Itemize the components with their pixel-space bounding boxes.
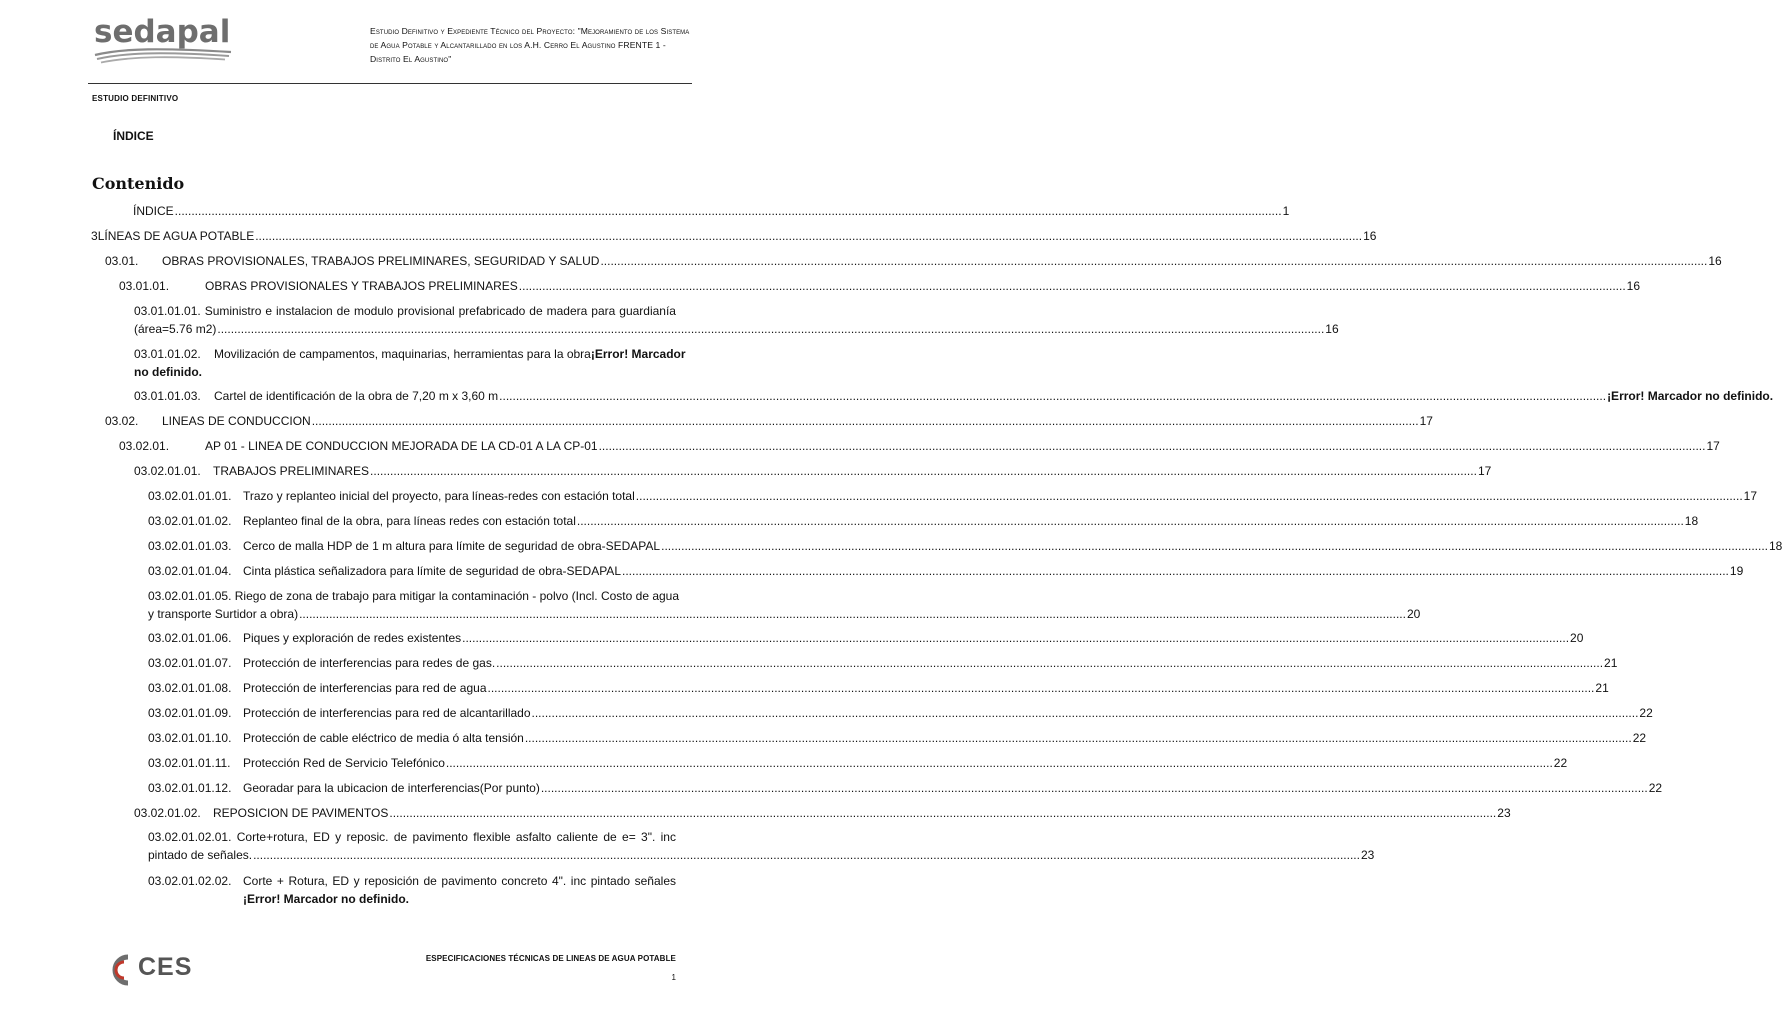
- toc-entry-title: REPOSICION DE PAVIMENTOS: [213, 806, 389, 820]
- toc-entry-title: ÍNDICE: [133, 204, 174, 218]
- toc-entry-number: 03.02.01.01.03.: [148, 539, 232, 553]
- toc-entry[interactable]: [148, 488, 1758, 506]
- header-project-title: Estudio Definitivo y Expediente Técnico del Proyecto: "Mejoramiento de los Sistema de Agua Potable y Alcantarillado en los A.H. Cerro El Agustino FRENTE 1 - Distrito El Agustino": [370, 26, 690, 64]
- toc-leader: [175, 203, 1282, 221]
- toc-entry-page: 22: [1632, 731, 1647, 745]
- toc-entry-title: TRABAJOS PRELIMINARES: [213, 464, 370, 478]
- toc-entry-title: Corte+rotura, ED y reposic. de pavimento flexible asfalto caliente de e= 3". inc: [236, 830, 676, 844]
- toc-entry-title: Trazo y replanteo inicial del proyecto, para líneas-redes con estación total: [243, 489, 635, 503]
- toc-entry[interactable]: [148, 730, 1647, 748]
- toc-leader: [446, 755, 1553, 773]
- toc-entry[interactable]: [119, 438, 1720, 456]
- toc-entry-error: ¡Error! Marcador: [590, 347, 686, 361]
- toc-leader: [488, 680, 1595, 698]
- toc-entry-title: Corte + Rotura, ED y reposición de pavimento concreto 4". inc pintado señales: [243, 874, 676, 888]
- toc-leader: [217, 321, 1324, 339]
- toc-leader: [462, 630, 1569, 648]
- toc-entry-title: Movilización de campamentos, maquinarias, herramientas para la obra: [214, 347, 591, 361]
- toc-entry-title: Protección de cable eléctrico de media ó alta tensión: [243, 731, 524, 745]
- toc-leader: [541, 780, 1648, 798]
- toc-entry-number: 03.02.01.01.05.: [148, 589, 232, 603]
- toc-entry-page: 1: [1282, 204, 1290, 218]
- toc-entry[interactable]: [148, 655, 1618, 673]
- toc-entry-number: 03.02.01.02.02.: [148, 874, 232, 888]
- toc-entry-title: Georadar para la ubicacion de interferencias(Por punto): [243, 781, 540, 795]
- toc-entry-title-continued: y transporte Surtidor a obra): [148, 606, 299, 621]
- page-number: 1: [671, 973, 676, 982]
- toc-leader: [599, 438, 1706, 456]
- toc-entry-number: 03.02.: [105, 414, 139, 428]
- toc-entry-page: 18: [1769, 539, 1782, 553]
- toc-entry-title: LÍNEAS DE AGUA POTABLE: [97, 229, 255, 243]
- toc-leader: [499, 388, 1606, 406]
- toc-leader: [661, 538, 1768, 556]
- toc-entry-number: 03.02.01.01.09.: [148, 706, 232, 720]
- ces-logo-text: CES: [138, 953, 193, 981]
- toc-entry-page: 19: [1729, 564, 1744, 578]
- toc-entry-page: 21: [1604, 656, 1618, 670]
- toc-entry-page: 16: [1708, 254, 1722, 268]
- toc-entry-number: 03.01.01.: [119, 279, 170, 293]
- toc-entry-page: 23: [1497, 806, 1511, 820]
- toc-leader: [577, 513, 1684, 531]
- toc-entry-page: 22: [1648, 781, 1663, 795]
- toc-entry-number: 03.02.01.01.08.: [148, 681, 232, 695]
- toc-entry[interactable]: [134, 303, 1339, 338]
- toc-entry-number: 03.02.01.01.: [134, 464, 201, 478]
- toc-entry-page: 23: [1360, 847, 1375, 862]
- toc-entry-number: 03.01.: [105, 254, 139, 268]
- toc-entry[interactable]: [148, 705, 1653, 723]
- toc-entry-page: 20: [1570, 631, 1584, 645]
- toc-entry-title: Replanteo final de la obra, para líneas redes con estación total: [243, 514, 576, 528]
- toc-entry-number: 03.02.01.01.07.: [148, 656, 232, 670]
- toc-entry[interactable]: [134, 346, 686, 381]
- toc-entry-number: 03.01.01.03.: [134, 389, 201, 403]
- toc-entry-title: Protección de interferencias para red de alcantarillado: [243, 706, 531, 720]
- toc-entry-title: Protección Red de Servicio Telefónico: [243, 756, 445, 770]
- toc-leader: [255, 228, 1362, 246]
- footer-title: ESPECIFICACIONES TÉCNICAS DE LINEAS DE AGUA POTABLE: [425, 954, 676, 963]
- toc-entry-page: 17: [1743, 489, 1758, 503]
- toc-leader: [389, 805, 1496, 823]
- toc-entry[interactable]: [148, 755, 1568, 773]
- toc-leader: [519, 278, 1626, 296]
- toc-entry[interactable]: [134, 463, 1492, 481]
- toc-entry-error-continued: no definido.: [134, 364, 202, 379]
- toc-entry-title: Protección de interferencias para redes de gas.: [243, 656, 496, 670]
- toc-entry[interactable]: [105, 253, 1722, 271]
- header-divider: [88, 83, 692, 84]
- toc-entry-number: 03.02.01.02.: [134, 806, 201, 820]
- toc-entry-page: 20: [1406, 606, 1421, 621]
- toc-entry[interactable]: [148, 829, 1375, 864]
- toc-entry-number: 03.02.01.01.02.: [148, 514, 232, 528]
- toc-entry-page: 16: [1626, 279, 1641, 293]
- toc-entry[interactable]: [119, 278, 1641, 296]
- toc-entry-page: 17: [1477, 464, 1492, 478]
- toc-entry-title: OBRAS PROVISIONALES Y TRABAJOS PRELIMINARES: [205, 279, 518, 293]
- toc-entry[interactable]: [133, 203, 1290, 221]
- toc-entry-title: LINEAS DE CONDUCCION: [162, 414, 311, 428]
- toc-entry-number: 03.02.01.: [119, 439, 170, 453]
- toc-leader: [600, 253, 1707, 271]
- toc-leader: [532, 705, 1639, 723]
- toc-entry-error: ¡Error! Marcador no definido.: [243, 891, 410, 906]
- toc-entry-number: 03.01.01.02.: [134, 347, 201, 361]
- toc-entry[interactable]: [148, 513, 1699, 531]
- toc-leader: [253, 847, 1360, 865]
- indice-heading: ÍNDICE: [113, 129, 154, 143]
- toc-entry-page: 22: [1553, 756, 1568, 770]
- toc-entry-title-continued: (área=5.76 m2): [134, 321, 217, 336]
- toc-leader: [525, 730, 1632, 748]
- toc-entry[interactable]: [148, 780, 1663, 798]
- toc-leader: [496, 655, 1603, 673]
- toc-entry-number: 03.02.01.01.06.: [148, 631, 232, 645]
- toc-entry[interactable]: [148, 563, 1744, 581]
- toc-entry-title: Riego de zona de trabajo para mitigar la contaminación - polvo (Incl. Costo de agua: [234, 589, 680, 603]
- toc-entry-title: Piques y exploración de redes existentes: [243, 631, 462, 645]
- toc-entry-error: ¡Error! Marcador no definido.: [1607, 389, 1774, 403]
- toc-entry-title: OBRAS PROVISIONALES, TRABAJOS PRELIMINARES, SEGURIDAD Y SALUD: [162, 254, 600, 268]
- ces-logo-accent-icon: [116, 962, 124, 978]
- toc-entry-title: Cartel de identificación de la obra de 7,20 m x 3,60 m: [214, 389, 499, 403]
- toc-entry[interactable]: [91, 228, 1377, 246]
- toc-entry[interactable]: [105, 413, 1433, 431]
- toc-entry-number: 3: [91, 229, 98, 243]
- sedapal-logo-text: sedapal: [94, 14, 231, 50]
- toc-entry-page: 22: [1639, 706, 1653, 720]
- toc-entry-page: 17: [1419, 414, 1433, 428]
- toc-entry-page: 17: [1706, 439, 1720, 453]
- toc-leader: [636, 488, 1743, 506]
- toc-leader: [622, 563, 1729, 581]
- toc-entry-title: AP 01 - LINEA DE CONDUCCION MEJORADA DE LA CD-01 A LA CP-01: [205, 439, 598, 453]
- toc-entry[interactable]: [134, 388, 1774, 406]
- toc-entry-title: Suministro e instalacion de modulo provisional prefabricado de madera para guardianía: [204, 304, 676, 318]
- logo-waves-icon: [93, 46, 233, 64]
- toc-entry-number: 03.02.01.01.04.: [148, 564, 232, 578]
- toc-entry-page: 18: [1684, 514, 1699, 528]
- toc-entry-title: Protección de interferencias para red de agua: [243, 681, 487, 695]
- toc-entry[interactable]: [134, 805, 1511, 823]
- toc-entry-title: Cinta plástica señalizadora para límite de seguridad de obra-SEDAPAL: [243, 564, 621, 578]
- toc-entry-title: Cerco de malla HDP de 1 m altura para límite de seguridad de obra-SEDAPAL: [243, 539, 661, 553]
- toc-entry[interactable]: [148, 630, 1584, 648]
- toc-entry-number: 03.02.01.01.10.: [148, 731, 232, 745]
- toc-entry[interactable]: [148, 538, 1782, 556]
- toc-entry[interactable]: [148, 873, 676, 908]
- toc-entry-number: 03.02.01.01.11.: [148, 756, 231, 770]
- toc-entry[interactable]: [148, 680, 1609, 698]
- toc-entry-page: 16: [1325, 321, 1339, 336]
- toc-entry-page: 16: [1363, 229, 1377, 243]
- toc-leader: [370, 463, 1477, 481]
- toc-leader: [312, 413, 1419, 431]
- contents-heading: Contenido: [92, 174, 185, 193]
- toc-entry-page: 21: [1595, 681, 1609, 695]
- toc-entry-number: 03.02.01.01.01.: [148, 489, 232, 503]
- toc-entry-number: 03.02.01.01.12.: [148, 781, 232, 795]
- toc-entry-title-continued: pintado de señales.: [148, 847, 253, 862]
- toc-entry-number: 03.01.01.01.: [134, 304, 201, 318]
- toc-entry[interactable]: [148, 588, 1421, 623]
- toc-leader: [299, 606, 1406, 624]
- toc-entry-number: 03.02.01.02.01.: [148, 830, 232, 844]
- document-label: ESTUDIO DEFINITIVO: [92, 94, 179, 103]
